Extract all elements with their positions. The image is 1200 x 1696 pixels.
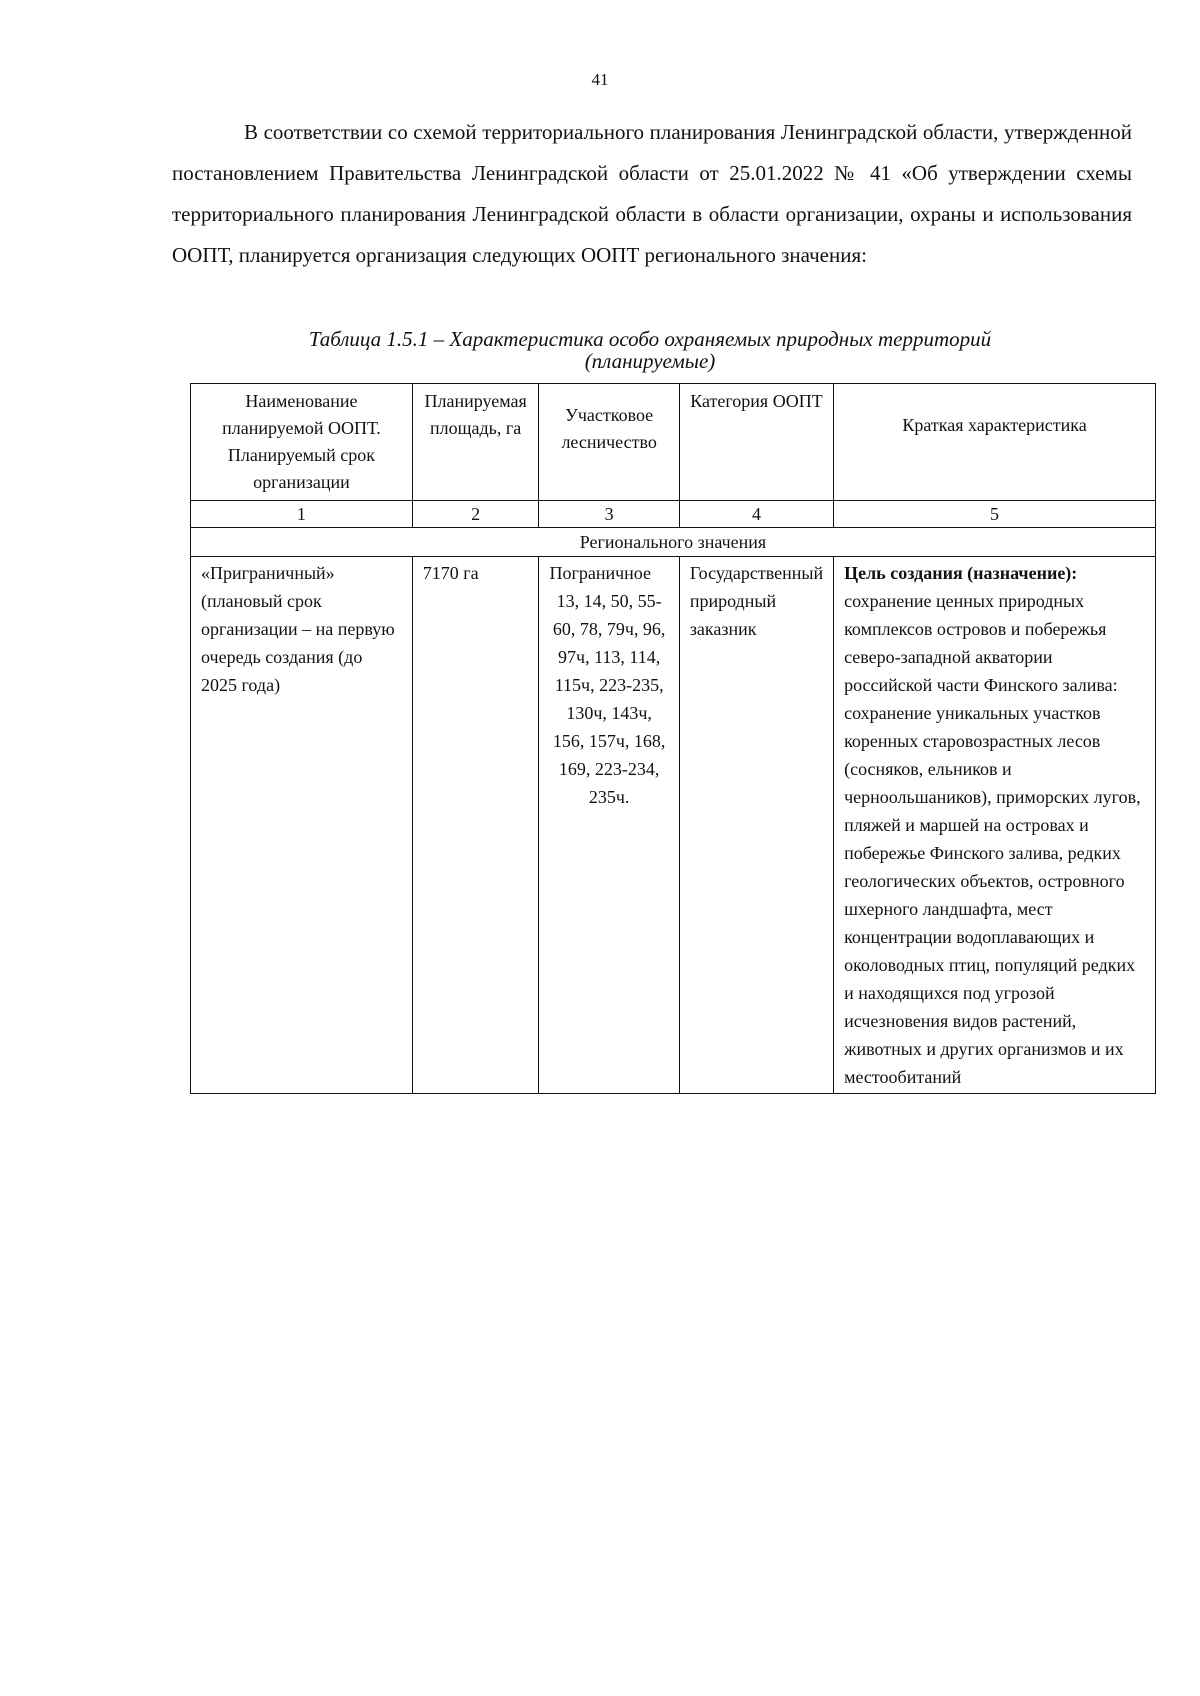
table-caption-title: Таблица 1.5.1 – Характеристика особо охраняемых природных территорий <box>308 327 992 351</box>
cell-forestry <box>539 557 679 1094</box>
section-title: Регионального значения <box>191 528 1156 557</box>
header-name: Наименование планируемой ООПТ. Планируемый срок организации <box>191 384 413 501</box>
header-description: Краткая характеристика <box>834 384 1156 501</box>
cell-area: 7170 га <box>412 557 539 1094</box>
header-category: Категория ООПТ <box>679 384 833 501</box>
description-text: сохранение ценных природных комплексов островов и побережья северо-западной акватории российской части Финского залива: сохранение уникальных участков коренных старовозрастных лесов (сосняков, ельников и черноольшаников), приморских лугов, пляжей и маршей на островах и побережье Финского залива, редких геологических объектов, островного шхерного ландшафта, мест концентрации водоплавающих и околоводных птиц, популяций редких и находящихся под угрозой исчезновения видов растений, животных и других организмов и их местообитаний <box>844 591 1141 1087</box>
column-number-row <box>191 501 1156 528</box>
cell-name: «Приграничный» (плановый срок организации – на первую очередь создания (до 2025 года) <box>191 557 413 1094</box>
column-number: 4 <box>679 501 833 528</box>
header-forestry: Участковое лесничество <box>539 384 679 501</box>
cell-description <box>834 557 1156 1094</box>
column-number: 5 <box>834 501 1156 528</box>
table-caption-subtitle: (планируемые) <box>584 349 716 373</box>
section-row <box>191 528 1156 557</box>
forestry-quarters: 13, 14, 50, 55-60, 78, 79ч, 96, 97ч, 113, 114, 115ч, 223-235, 130ч, 143ч, 156, 157ч, 168, 169, 223-234, 235ч. <box>552 591 666 807</box>
table-caption <box>190 328 1110 372</box>
description-lead: Цель создания (назначение): <box>844 563 1078 583</box>
column-number: 2 <box>412 501 539 528</box>
cell-category: Государственный природный заказник <box>679 557 833 1094</box>
table-row <box>191 557 1156 1094</box>
table-header-row <box>191 384 1156 501</box>
oopt-table <box>190 383 1156 1094</box>
column-number: 1 <box>191 501 413 528</box>
header-area: Планируемая площадь, га <box>412 384 539 501</box>
forestry-lead: Пограничное <box>549 563 651 583</box>
column-number: 3 <box>539 501 679 528</box>
intro-paragraph: В соответствии со схемой территориального планирования Ленинградской области, утвержденной постановлением Правительства Ленинградской области от 25.01.2022 № 41 «Об утверждении схемы территориального планирования Ленинградской области в области организации, охраны и использования ООПТ, планируется организация следующих ООПТ регионального значения: <box>172 120 1132 267</box>
page-number: 41 <box>591 70 609 89</box>
